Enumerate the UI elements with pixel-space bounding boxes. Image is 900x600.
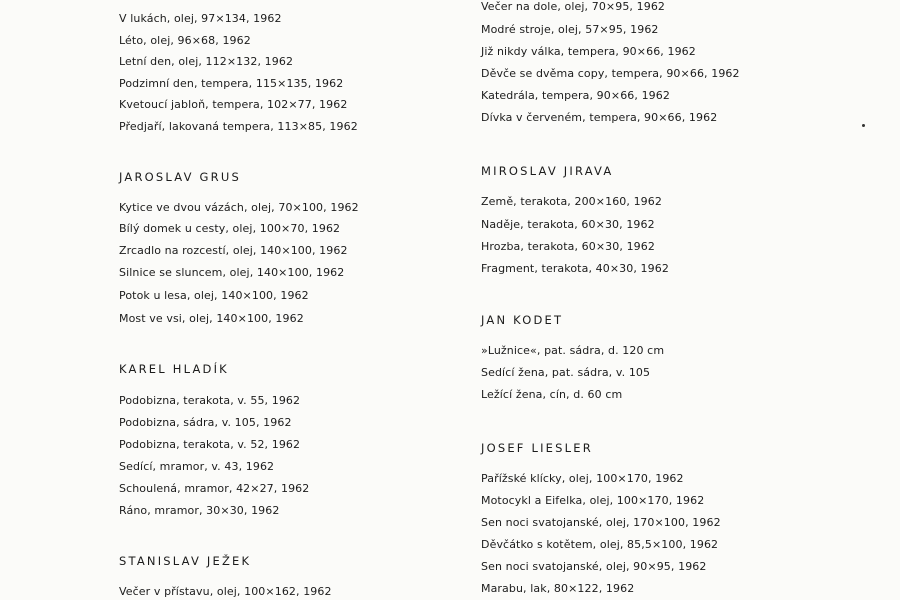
work-entry: Ležící žena, cín, d. 60 cm	[481, 388, 623, 401]
work-entry: Fragment, terakota, 40×30, 1962	[481, 262, 669, 275]
work-entry: V lukách, olej, 97×134, 1962	[119, 12, 282, 25]
artist-heading: JAROSLAV GRUS	[119, 170, 241, 184]
work-entry: Sen noci svatojanské, olej, 170×100, 1962	[481, 516, 721, 529]
ink-speck	[862, 124, 865, 127]
work-entry: Léto, olej, 96×68, 1962	[119, 34, 251, 47]
work-entry: Sedící, mramor, v. 43, 1962	[119, 460, 275, 473]
work-entry: Podobizna, terakota, v. 55, 1962	[119, 394, 301, 407]
work-entry: Sen noci svatojanské, olej, 90×95, 1962	[481, 560, 707, 573]
work-entry: Podobizna, sádra, v. 105, 1962	[119, 416, 292, 429]
work-entry: Naděje, terakota, 60×30, 1962	[481, 218, 655, 231]
work-entry: »Lužnice«, pat. sádra, d. 120 cm	[481, 344, 665, 357]
work-entry: Předjaří, lakovaná tempera, 113×85, 1962	[119, 120, 358, 133]
work-entry: Kvetoucí jabloň, tempera, 102×77, 1962	[119, 98, 348, 111]
work-entry: Ráno, mramor, 30×30, 1962	[119, 504, 280, 517]
work-entry: Podobizna, terakota, v. 52, 1962	[119, 438, 301, 451]
work-entry: Letní den, olej, 112×132, 1962	[119, 55, 294, 68]
work-entry: Marabu, lak, 80×122, 1962	[481, 582, 635, 595]
work-entry: Večer v přístavu, olej, 100×162, 1962	[119, 585, 332, 598]
work-entry: Již nikdy válka, tempera, 90×66, 1962	[481, 45, 696, 58]
work-entry: Katedrála, tempera, 90×66, 1962	[481, 89, 670, 102]
work-entry: Bílý domek u cesty, olej, 100×70, 1962	[119, 222, 341, 235]
work-entry: Schoulená, mramor, 42×27, 1962	[119, 482, 310, 495]
work-entry: Most ve vsi, olej, 140×100, 1962	[119, 312, 304, 325]
artist-heading: STANISLAV JEŽEK	[119, 554, 252, 568]
artist-heading: JOSEF LIESLER	[481, 441, 593, 455]
artist-heading: KAREL HLADÍK	[119, 362, 229, 376]
work-entry: Silnice se sluncem, olej, 140×100, 1962	[119, 266, 345, 279]
work-entry: Sedící žena, pat. sádra, v. 105	[481, 366, 651, 379]
work-entry: Podzimní den, tempera, 115×135, 1962	[119, 77, 344, 90]
work-entry: Hrozba, terakota, 60×30, 1962	[481, 240, 655, 253]
work-entry: Potok u lesa, olej, 140×100, 1962	[119, 289, 309, 302]
work-entry: Večer na dole, olej, 70×95, 1962	[481, 0, 666, 13]
work-entry: Dívka v červeném, tempera, 90×66, 1962	[481, 111, 718, 124]
artist-heading: MIROSLAV JIRAVA	[481, 164, 614, 178]
work-entry: Děvčátko s kotětem, olej, 85,5×100, 1962	[481, 538, 719, 551]
work-entry: Motocykl a Eifelka, olej, 100×170, 1962	[481, 494, 705, 507]
work-entry: Kytice ve dvou vázách, olej, 70×100, 1962	[119, 201, 359, 214]
artist-heading: JAN KODET	[481, 313, 564, 327]
work-entry: Země, terakota, 200×160, 1962	[481, 195, 662, 208]
work-entry: Zrcadlo na rozcestí, olej, 140×100, 1962	[119, 244, 348, 257]
work-entry: Pařížské klícky, olej, 100×170, 1962	[481, 472, 684, 485]
work-entry: Děvče se dvěma copy, tempera, 90×66, 1962	[481, 67, 740, 80]
work-entry: Modré stroje, olej, 57×95, 1962	[481, 23, 659, 36]
